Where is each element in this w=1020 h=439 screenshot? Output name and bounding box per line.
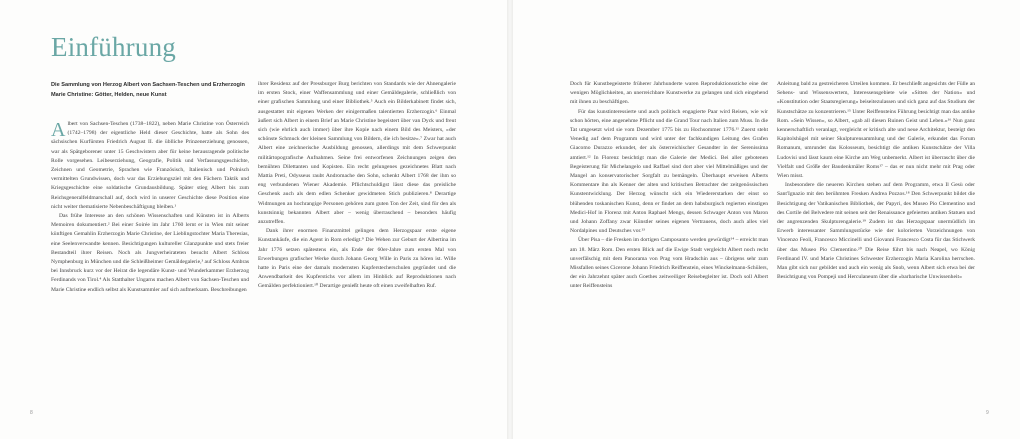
paragraph-text: lbert von Sachsen-Teschen (1738–1822), neben Marie Christine von Österreich (1742–1798) der eigentliche Held dieser Geschichte, hatte als Sohn des sächsischen Kurfürsten Friedrich August II. die üblliche Prinzenerziehung genossen, war als Spätgeborener unter 15 Geschwistern aber für keine herausragende politische Rolle vorgesehen. Leibeserziehung, Geografie, Politik und Verfassungsgeschichte, Zeichnen und Geometrie, Sprachen wie Französisch, Italienisch und Polnisch vermittelten Grundwissen, doch war das Erziehungsziel mit den Fächern Taktik und Kriegsgeschichte eine soldatische Grundausbildung. Später stieg Albert bis zum Reichsgeneralfeldmarschall auf, doch wird in unserer Geschichte diese Position eine nicht weiter thematisierte Nebenbeschäftigung bleiben.¹ [51, 121, 249, 210]
paragraph: Doch für Kunstbegeisterte früherer Jahrhunderte waren Reproduktionsstiche eine der wenigen Möglichkeiten, an unerreichbare Kunstwerke zu gelangen und sich eingehend mit ihnen zu beschäftigen. [570, 81, 768, 106]
page-number-right: 9 [986, 410, 989, 416]
page-number-left: 8 [30, 410, 33, 416]
paragraph: Anleitung bald zu gestreicheren Urteilen kommen. Er beschließt angesichts der Fülle an Sehens- und Wissenswertem, Interessensgebiete wie »Sitten der Nation« und »Konstitution oder Staatsregierung« beiseitezulassen und sich ganz auf das Studium der Kunstschätze zu konzentrieren.¹⁵ Unter Reiffensteins Führung besichtigt man das antike Rom. »Sein Wissen«, so Albert, »gab all diesen Ruinen Geist und Leben.«¹⁶ Nun ganz kennerschaftlich veranlagt, vergleicht er kritisch alte und neue Architektur, besteigt den Kapitolshügel mit seiner Skulpturensammlung und der Galerie, erkundet das Forum Romanum, umrundet das Kolosseum, besichtigt die antiken Kunstschätze der Villa Ludovisi und lässt kaum eine Kirche am Weg unbemerkt. Albert ist überrascht über die Vielfalt und Größe der Baudenkmäler Roms¹⁷ – das er nun nicht mehr mit Prag oder Wien misst. [777, 81, 975, 180]
paragraph: Für das kunstinteressierte und auch politisch engagierte Paar wird Reisen, wie wir schon hörten, eine angenehme Pflicht und die Grand Tour nach Italien zum Muss. In die Tat umgesetzt wird sie vom Dezember 1775 bis zu Hochsommer 1776.¹¹ Zuerst steht Venedig auf dem Programm und wird unter der fachkundigen Leitung des Grafen Giacomo Durazzo erkundet, der als österreichischer Gesandter in der Serenissima amtiert.¹² In Florenz besichtigt man die Galerie der Medici. Bei aller gebotenen Begeisterung für Michelangelo und Raffael sind dort aber viel Mittelmäßiges und der Mangel an konservatorischer Sorgfalt zu bemängeln. Überhaupt erweisen Alberts Kommentare ihn als Kenner der alten und kritischen Betrachter der zeitgenössischen Kunstentwicklung. Der Herzog wünscht sich ein Wiedererstarken der einst so blühenden toskanischen Kunst, denn er findet an dem habsburgisch regierten einstigen Medici-Hof in Florenz mit Anton Raphael Mengs, dessen Schwager Anton von Maron und Johann Zoffany zwar Künstler seines eigenen Vertrauens, doch auch alles viel Nordalpines und Deutsches vor.¹³ [570, 108, 768, 235]
paragraph: Insbesondere die neueren Kirchen stehen auf dem Programm, etwa Il Gesù oder Sant'Ignazio mit den berühmten Fresken Andrea Pozzos.¹⁸ Den Schwerpunkt bildet die Besichtigung der Vatikanischen Bibliothek, der Papyri, des Museo Pio Clementino und des Cortile del Belvedere mit seinen seit der Renaissance gefeierten antiken Statuen und der angrenzenden Skulpturengalerie.¹⁹ Zudem ist das Herzogspaar unermüdlich im Erwerb interessanter Sammlungsstücke wie der kolorierten Vorzeichnungen von Vincenzo Feoli, Francesco Miccinelli und Giovanni Francesco Costa für das Stichwerk über das Museo Pio Clementino.²⁰ Die Reise führt bis nach Neapel, wo König Ferdinand IV. und Marie Christines Schwester Erzherzogin Maria Karolina herrschen. Man gibt sich nur gebildet und auch ein wenig als Snob, wenn Albert sich etwa bei der Besichtigung von Pompeji und Herculaneum über die »barbarische Unwissenheit« [777, 182, 975, 281]
text-column-2 [258, 80, 456, 292]
drop-cap: A [51, 119, 66, 141]
paragraph: Das frühe Interesse an den schönen Wissenschaften und Künsten ist in Alberts Memoiren dokumentiert.² Bei einer Soirée im Jahr 1760 lernt er in Wien mit seiner künftigen Gemahlin Erzherzogin Marie Christine, der Lieblingstochter Maria Theresias, eine Seelenverwandte kennen. Besichtigungen kultureller Glanzpunkte und stets freier Bestandteil ihrer Reisen. Noch als Jungverheirateten besucht Albert Schloss Nymphenburg in München und die Schleißheimer Gemäldegalerie,³ auf Schloss Ambras bei Innsbruck kurz vor der Heirat die legendäre Kunst- und Wunderkammer Erzherzog Ferdinands von Tirol.⁴ Als Statthalter Ungarns machen Albert von Sachsen-Teschen und Marie Christine endlich selbst als Kunstsammler auf sich aufmerksam. Beschreibungen [51, 213, 249, 293]
paragraph: ihrer Residenz auf der Pressburger Burg berichten von Standards wie der Ahnengalerie im ersten Stock, einer Waffensammlung und einer Gemäldegalerie, schließlich von einer grafischen Sammlung und einer Bibliothek.⁵ Auch ein Bilderkabinett findet sich, ausgestattet mit eigenen Werken der einigermaßen talentierten Erzherzogin.⁶ Einmal äußert sich Albert in einem Brief an Marie Christine begeistert über van Dyck und freut sich (wie ehrlich auch immer) über ihre Kopie nach einem Bild des Meisters, »der schönste Schmuck der kleinen Sammlung von Bildern, die ich besitze«.⁷ Zwar hat auch Albert eine zeichnerische Ausbildung genossen, allerdings mit dem Schwerpunkt militärtopografische Aufnahmen. Seine frei entworfenen Zeichnungen zeigen den bemühten Dilettanten und Kopisten. Ein recht gelungenes gezeichnetes Blatt nach Mattia Preti, Odysseus raubt Andromache den Sohn, schenkt Albert 1768 der ihm so eng verbundenen Wiener Akademie. Pflichtschuldigst lässt diese das preisliche Geschenk auch als dem edlen Schenker gewidmeten Stich publizieren.⁸ Derartige Widmungen an hochrangige Personen gehören zum guten Ton der Zeit, sind für den als kunstsinnig bekannten Albert aber – wenig überraschend – besonders häufig anzutreffen. [258, 81, 456, 226]
text-column-1 [51, 120, 249, 295]
paragraph: Dank ihrer enormen Finanzmittel gelingen dem Herzogspaar erste eigene Kunstankäufe, die ein Agent in Rom erledigt.⁹ Die Wehen zur Geburt der Albertina im Jahr 1776 setzen spätestens ein, als Ende der 60er-Jahre zum ersten Mal von Erwerbungen grafischer Werke durch Johann Georg Wille in Paris zu hören ist. Wille hatte in Paris eine der damals modernsten Kupferstecherschulen gegründet und die Anwendbarkeit des Kupferstichs vor allem im Hinblick auf Reproduktionen nach Gemälden perfektioniert.¹⁰ Derartige genießt heute oft einen zweifelhaften Ruf. [258, 228, 456, 290]
text-column-3 [570, 80, 768, 292]
chapter-subtitle: Die Sammlung von Herzog Albert von Sachsen-Teschen und Erzherzogin Marie Christine: Götter, Helden, neue Kunst [51, 82, 245, 98]
right-page [513, 0, 1020, 439]
chapter-title: Einführung [51, 32, 176, 62]
paragraph: Über Pisa – die Fresken im dortigen Camposanto werden gewürdigt¹⁴ – erreicht man am 18. März Rom. Den ersten Blick auf die Ewige Stadt vergleicht Albert noch recht unverfälschig mit dem Panorama von Prag vom Hradschin aus – übrigens sehr zum Missfallen seines Cicerone Johann Friedrich Reiffenstein, eines Winckelmann-Schülers, der ein Jahrzehnt später auch Goethes zeitweiliger Reisebegleiter ist. Doch soll Albert unter Reiffensteins [570, 237, 768, 290]
left-page [0, 0, 507, 439]
text-column-4 [777, 80, 975, 282]
paragraph [51, 120, 249, 212]
